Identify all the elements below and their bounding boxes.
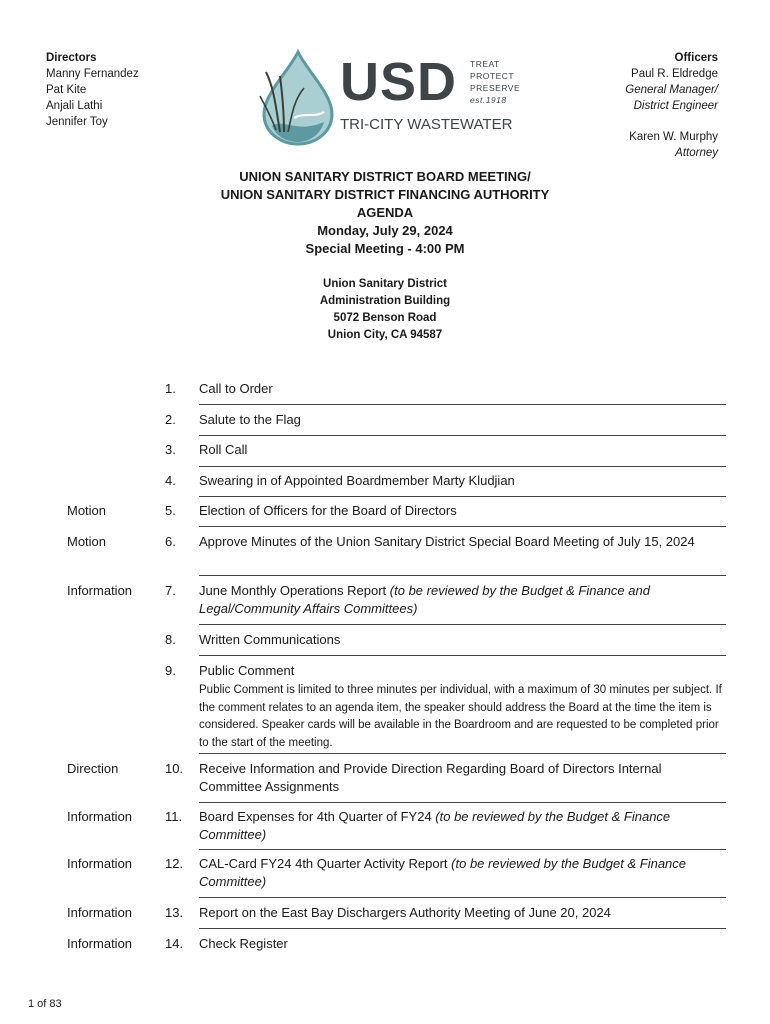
item-action: Information	[67, 936, 133, 951]
meeting-date: Monday, July 29, 2024	[317, 223, 453, 238]
item-number: 3.	[165, 442, 176, 457]
item-text: Check Register	[199, 936, 288, 951]
logo-tag-protect: PROTECT	[470, 71, 515, 81]
logo-tag-treat: TREAT	[470, 59, 500, 69]
officer-name: Karen W. Murphy	[629, 131, 718, 143]
divider	[199, 575, 726, 576]
water-drop-reeds-icon	[258, 48, 338, 148]
item-number: 10.	[165, 761, 184, 776]
location-line: 5072 Benson Road	[333, 312, 437, 324]
logo-tag-preserve: PRESERVE	[470, 83, 521, 93]
director-name: Anjali Lathi	[46, 100, 103, 112]
divider	[199, 897, 726, 898]
page-number: 1 of 83	[28, 998, 62, 1010]
directors-block	[46, 50, 139, 130]
item-text: Election of Officers for the Board of Directors	[199, 503, 457, 518]
item-text: Receive Information and Provide Direction Regarding Board of Directors Internal Committee Assignments	[199, 761, 662, 794]
item-text: Swearing in of Appointed Boardmember Marty Kludjian	[199, 473, 515, 488]
logo-tag-est: est.1918	[470, 95, 507, 105]
item-number: 8.	[165, 632, 176, 647]
location-line: Union Sanitary District	[323, 278, 447, 290]
item-action: Direction	[67, 761, 119, 776]
item-number: 14.	[165, 936, 184, 951]
item-action: Information	[67, 809, 133, 824]
directors-heading: Directors	[46, 52, 97, 64]
item-action: Information	[67, 905, 133, 920]
item-number: 4.	[165, 473, 176, 488]
item-number: 13.	[165, 905, 184, 920]
item-text: Written Communications	[199, 632, 341, 647]
item-text: CAL-Card FY24 4th Quarter Activity Report (to be reviewed by the Budget & Finance Committee)	[199, 856, 687, 889]
item-number: 12.	[165, 856, 184, 871]
divider	[199, 655, 726, 656]
item-text: Public Comment Public Comment is limited to three minutes per individual, with a maximum of 30 minutes per subject. If the comment relates to an agenda item, the speaker should address the Board at the time the item is considered. Speaker cards will be available in the Boardroom and are requested to be completed prior to the start of the meeting.	[199, 662, 727, 752]
item-text: Call to Order	[199, 381, 273, 396]
item-text: June Monthly Operations Report (to be reviewed by the Budget & Finance and Legal/Community Affairs Committees)	[199, 583, 650, 616]
item-number: 6.	[165, 534, 176, 549]
divider	[199, 404, 726, 405]
divider	[199, 435, 726, 436]
item-text: Approve Minutes of the Union Sanitary District Special Board Meeting of July 15, 2024	[199, 534, 695, 549]
public-comment-note: Public Comment is limited to three minutes per individual, with a maximum of 30 minutes per subject. If the comment relates to an agenda item, the speaker should address the Board at the time the item is considered. Speaker cards will be available in the Boardroom and are requested to be completed prior to the start of the meeting.	[199, 684, 722, 749]
officers-heading: Officers	[674, 52, 718, 64]
item-action: Motion	[67, 534, 107, 549]
officers-block	[625, 50, 718, 161]
divider	[199, 802, 726, 803]
logo-tagline	[470, 58, 520, 106]
item-number: 1.	[165, 381, 176, 396]
logo-wordmark: USD	[340, 52, 458, 112]
title-line: UNION SANITARY DISTRICT FINANCING AUTHORITY	[220, 187, 550, 202]
divider	[199, 526, 726, 527]
divider	[199, 849, 726, 850]
title-agenda: AGENDA	[356, 205, 414, 220]
director-name: Manny Fernandez	[46, 68, 139, 80]
officer-title: District Engineer	[633, 100, 718, 112]
item-action: Motion	[67, 503, 107, 518]
meeting-title	[0, 168, 770, 258]
divider	[199, 753, 726, 754]
divider	[199, 496, 726, 497]
item-text: Report on the East Bay Dischargers Authority Meeting of June 20, 2024	[199, 905, 611, 920]
divider	[199, 466, 726, 467]
item-number: 5.	[165, 503, 176, 518]
usd-logo	[258, 48, 521, 148]
logo-subtitle: TRI-CITY WASTEWATER	[340, 116, 513, 133]
officer-title: General Manager/	[625, 84, 718, 96]
item-action: Information	[67, 856, 133, 871]
director-name: Jennifer Toy	[46, 116, 108, 128]
item-text: Roll Call	[199, 442, 248, 457]
item-number: 9.	[165, 663, 176, 678]
officer-name: Paul R. Eldredge	[631, 68, 718, 80]
meeting-location	[0, 276, 770, 344]
director-name: Pat Kite	[46, 84, 87, 96]
meeting-time: Special Meeting - 4:00 PM	[305, 241, 465, 256]
item-number: 11.	[165, 809, 183, 824]
location-line: Union City, CA 94587	[327, 329, 443, 341]
location-line: Administration Building	[319, 295, 451, 307]
divider	[199, 624, 726, 625]
title-line: UNION SANITARY DISTRICT BOARD MEETING/	[239, 169, 531, 184]
item-number: 7.	[165, 583, 176, 598]
item-number: 2.	[165, 412, 176, 427]
item-text: Salute to the Flag	[199, 412, 301, 427]
item-text: Board Expenses for 4th Quarter of FY24 (to be reviewed by the Budget & Finance Committee)	[199, 809, 671, 842]
divider	[199, 928, 726, 929]
item-action: Information	[67, 583, 133, 598]
officer-title: Attorney	[675, 147, 718, 159]
